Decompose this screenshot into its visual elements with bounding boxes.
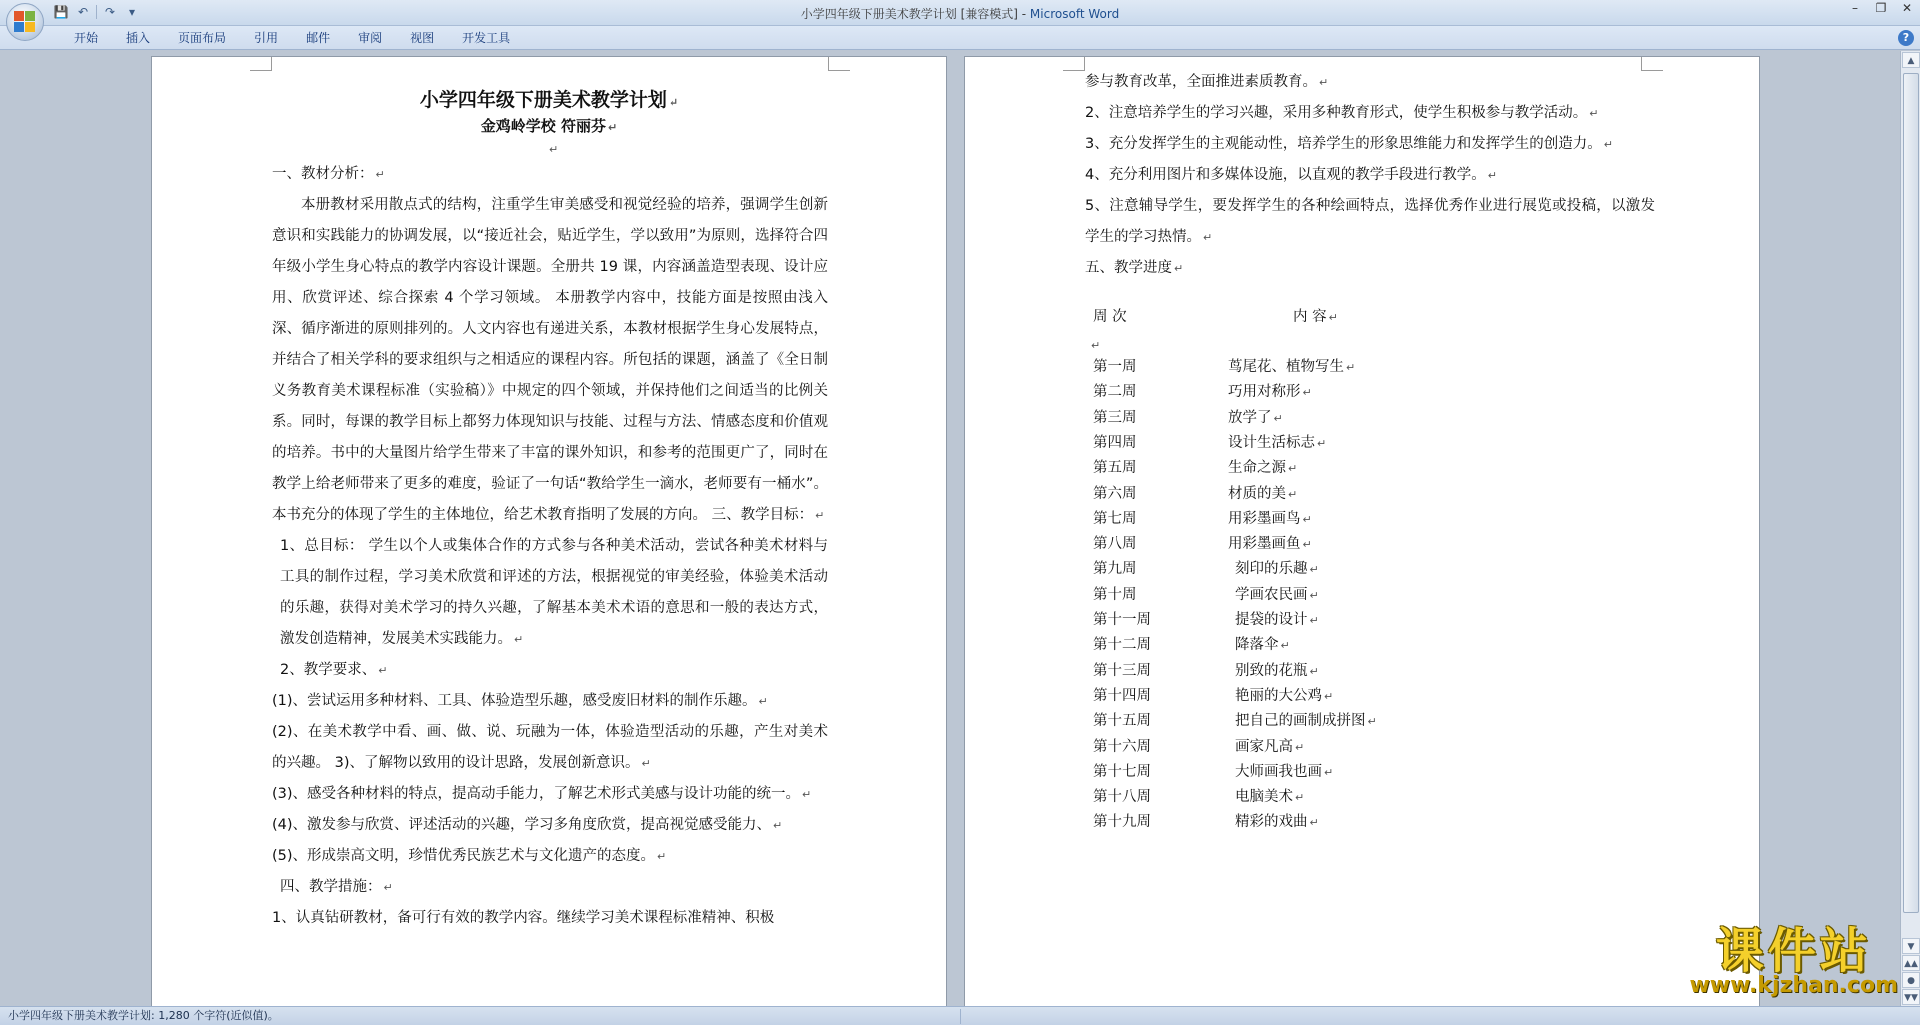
schedule-week: 第四周	[1093, 434, 1137, 451]
schedule-week: 第三周	[1093, 409, 1137, 426]
schedule-week: 第二周	[1093, 384, 1137, 401]
office-button[interactable]	[6, 3, 44, 41]
site-watermark	[1689, 925, 1898, 998]
tab-review[interactable]: 审阅	[358, 31, 383, 45]
document-title: 小学四年级下册美术教学计划 [兼容模式] -	[800, 7, 1030, 21]
scroll-thumb[interactable]	[1903, 73, 1919, 913]
paragraph-mark: ↵	[1295, 791, 1305, 805]
schedule-row	[1093, 532, 1613, 554]
schedule-content-text: 巧用对称形	[1228, 384, 1301, 401]
schedule-content	[1228, 355, 1355, 376]
schedule-content-text: 艳丽的大公鸡	[1235, 687, 1322, 704]
paragraph-mark: ↵	[1309, 614, 1319, 627]
schedule-content-text: 用彩墨画鸟	[1228, 510, 1301, 527]
schedule-content	[1235, 760, 1333, 781]
schedule-row	[1093, 557, 1613, 579]
tab-page-layout[interactable]: 页面布局	[178, 31, 227, 45]
schedule-row	[1093, 355, 1613, 377]
body-paragraph: 5、注意辅导学生，要发挥学生的各种绘画特点，选择优秀作业进行展览或投稿，以激发学生的学习热情。 ↵	[1085, 198, 1655, 245]
tab-mailings[interactable]: 邮件	[306, 31, 331, 45]
window-controls	[1842, 0, 1920, 18]
office-logo-icon	[14, 11, 36, 33]
schedule-content-text: 别致的花瓶	[1235, 662, 1308, 679]
paragraph-mark: ↵	[1288, 487, 1298, 501]
paragraph-mark: ↵	[1309, 816, 1319, 830]
body-paragraph: (5)、形成崇高文明，珍惜优秀民族艺术与文化遗产的态度。 ↵	[272, 848, 667, 864]
body-paragraph: 2、教学要求、 ↵	[280, 662, 388, 678]
paragraph-mark: ↵	[1273, 411, 1283, 425]
schedule-week: 第十一周	[1093, 612, 1151, 628]
document-author: 金鸡岭学校 符丽芬 ↵	[480, 117, 618, 135]
schedule-week: 第十六周	[1093, 738, 1151, 755]
schedule-week: 第十三周	[1093, 662, 1151, 679]
paragraph-mark: ↵	[1295, 740, 1305, 754]
tab-home[interactable]: 开始	[74, 31, 99, 45]
document-heading: 小学四年级下册美术教学计划 ↵	[419, 89, 679, 111]
close-button[interactable]: ✕	[1901, 1, 1913, 15]
schedule-row	[1093, 482, 1613, 504]
scroll-bottom-controls	[1901, 937, 1920, 1006]
help-icon[interactable]: ?	[1898, 30, 1914, 46]
paragraph-mark: ↵	[1309, 563, 1319, 577]
schedule-row	[1093, 810, 1613, 832]
body-paragraph: 参与教育改革，全面推进素质教育。 ↵	[1085, 74, 1329, 90]
previous-page-button[interactable]: ▲▲	[1902, 955, 1920, 971]
title-bar	[0, 0, 1920, 26]
margin-corner-mark	[250, 57, 272, 71]
schedule-week: 第十七周	[1093, 763, 1151, 780]
paragraph-mark: ↵	[1280, 639, 1290, 653]
tab-references[interactable]: 引用	[254, 31, 279, 45]
schedule-week: 第八周	[1093, 536, 1137, 553]
tab-view[interactable]: 视图	[410, 31, 435, 45]
statusbar-divider	[960, 1009, 961, 1024]
schedule-content	[1235, 583, 1319, 604]
ribbon-tabs	[60, 30, 524, 46]
schedule-content-text: 把自己的画制成拼图	[1235, 713, 1366, 730]
schedule-week: 第十五周	[1093, 713, 1151, 730]
schedule-week: 第一周	[1093, 359, 1137, 375]
schedule-content	[1235, 557, 1319, 578]
schedule-week: 第九周	[1093, 561, 1137, 578]
paragraph-mark: ↵	[1302, 538, 1312, 552]
schedule-content-text: 生命之源	[1228, 460, 1286, 477]
next-page-button[interactable]: ▼▼	[1902, 989, 1920, 1005]
section-heading: 四、教学措施： ↵	[280, 879, 393, 895]
schedule-row	[1093, 659, 1613, 681]
tab-insert[interactable]: 插入	[126, 31, 151, 45]
paragraph-mark: ↵	[1317, 436, 1327, 450]
schedule-content-text: 精彩的戏曲	[1235, 814, 1308, 831]
schedule-content-text: 设计生活标志	[1228, 434, 1315, 451]
select-browse-object-button[interactable]: ●	[1902, 972, 1920, 988]
right-page-body	[1085, 67, 1655, 284]
schedule-content-text: 茑尾花、植物写生	[1228, 359, 1344, 375]
body-paragraph: (3)、感受各种材料的特点，提高动手能力，了解艺术形式美感与设计功能的统一。 ↵	[272, 786, 812, 802]
margin-corner-mark	[828, 57, 850, 71]
vertical-scrollbar[interactable]	[1900, 51, 1920, 1006]
schedule-content-text: 画家凡高	[1235, 738, 1293, 755]
schedule-row	[1093, 456, 1613, 478]
schedule-row	[1093, 583, 1613, 605]
schedule-week: 第六周	[1093, 485, 1137, 502]
paragraph-mark: ↵	[1302, 512, 1312, 526]
schedule-week: 第十周	[1093, 586, 1137, 603]
schedule-content	[1228, 456, 1297, 477]
body-paragraph: (4)、激发参与欣赏、评述活动的兴趣，学习多角度欣赏，提高视觉感受能力、 ↵	[272, 817, 783, 833]
schedule-row	[1093, 431, 1613, 453]
schedule-content-text: 刻印的乐趣	[1235, 561, 1308, 578]
schedule-content	[1228, 507, 1312, 528]
window-title	[0, 5, 1920, 22]
schedule-week: 第十二周	[1093, 637, 1151, 654]
document-page-right[interactable]	[964, 56, 1760, 1006]
schedule-row	[1093, 633, 1613, 655]
customize-qat-icon[interactable]: ▾	[128, 5, 136, 19]
schedule-content	[1235, 735, 1304, 756]
save-icon[interactable]: 💾	[53, 5, 69, 19]
schedule-week: 第十九周	[1093, 814, 1151, 831]
document-page-left[interactable]	[151, 56, 947, 1006]
paragraph-mark: ↵	[1302, 386, 1312, 400]
schedule-header-content: 内 容 ↵	[1293, 309, 1338, 325]
schedule-content-text: 学画农民画	[1235, 586, 1308, 603]
schedule-week: 第十四周	[1093, 687, 1151, 704]
document-workspace	[0, 51, 1900, 1006]
schedule-row	[1093, 684, 1613, 706]
scroll-up-button[interactable]: ▲	[1902, 52, 1920, 68]
schedule-content	[1228, 380, 1312, 401]
schedule-content-text: 放学了	[1228, 409, 1272, 426]
schedule-row	[1093, 608, 1613, 630]
schedule-header	[1093, 305, 1613, 327]
schedule-row	[1093, 785, 1613, 807]
schedule-content-text: 材质的美	[1228, 485, 1286, 502]
schedule-content	[1235, 684, 1333, 705]
paragraph-mark: ↵	[1367, 715, 1377, 729]
schedule-row	[1093, 406, 1613, 428]
redo-icon[interactable]: ↷	[104, 5, 116, 19]
tab-developer[interactable]: 开发工具	[462, 31, 511, 45]
schedule-header-week: 周 次	[1093, 309, 1127, 325]
watermark-url: www.kjzhan.com	[1689, 973, 1898, 998]
watermark-logo-text: 课件站	[1715, 923, 1872, 979]
margin-corner-mark	[1063, 57, 1085, 71]
schedule-content	[1228, 532, 1312, 553]
body-paragraph: 1、总目标： 学生以个人或集体合作的方式参与各种美术活动，尝试各种美术材料与工具的制作过程，学习美术欣赏和评述的方法，根据视觉的审美经验，体验美术活动的乐趣，获得对美术学习的持久兴趣，了解基本美术术语的意思和一般的表达方式，激发创造精神，发展美术实践能力。 ↵	[280, 538, 828, 647]
schedule-row	[1093, 709, 1613, 731]
schedule-week: 第十八周	[1093, 789, 1151, 806]
schedule-content	[1235, 709, 1377, 730]
empty-paragraph: ↵	[549, 143, 559, 156]
schedule-content	[1235, 659, 1319, 680]
schedule-row	[1093, 760, 1613, 782]
schedule-row	[1093, 735, 1613, 757]
body-paragraph: (2)、在美术教学中看、画、做、说、玩融为一体，体验造型活动的乐趣，产生对美术的兴趣。 3)、了解物以致用的设计思路，发展创新意识。 ↵	[272, 724, 828, 771]
body-paragraph: 3、充分发挥学生的主观能动性，培养学生的形象思维能力和发挥学生的创造力。 ↵	[1085, 136, 1613, 152]
schedule-content	[1235, 785, 1304, 806]
schedule-week: 第五周	[1093, 460, 1137, 477]
schedule-content-text: 降落伞	[1235, 637, 1279, 654]
body-paragraph: (1)、尝试运用多种材料、工具、体验造型乐趣，感受废旧材料的制作乐趣。 ↵	[272, 693, 768, 709]
body-paragraph: 4、充分利用图片和多媒体设施，以直观的教学手段进行教学。 ↵	[1085, 167, 1497, 183]
schedule-content	[1228, 431, 1326, 452]
schedule-content	[1228, 482, 1297, 503]
paragraph-mark: ↵	[1309, 588, 1319, 602]
paragraph-mark: ↵	[1346, 361, 1356, 374]
schedule-content-text: 用彩墨画鱼	[1228, 536, 1301, 553]
paragraph-mark: ↵	[1309, 664, 1319, 678]
schedule-content	[1235, 810, 1319, 831]
paragraph-mark: ↵	[1288, 462, 1298, 476]
schedule-content-text: 提袋的设计	[1235, 612, 1308, 628]
scroll-down-button[interactable]: ▼	[1902, 938, 1920, 954]
body-paragraph: 2、注意培养学生的学习兴趣，采用多种教育形式，使学生积极参与教学活动。 ↵	[1085, 105, 1599, 121]
word-count-status[interactable]: 小学四年级下册美术教学计划: 1,280 个字符(近似值)。	[8, 1009, 279, 1022]
undo-icon[interactable]: ↶	[77, 5, 89, 19]
schedule-content	[1235, 608, 1319, 629]
paragraph-mark: ↵	[1324, 689, 1334, 703]
schedule-content-text: 大师画我也画	[1235, 763, 1322, 780]
status-bar	[0, 1006, 1920, 1025]
schedule-row	[1093, 380, 1613, 402]
app-name: Microsoft Word	[1029, 7, 1120, 21]
schedule-row	[1093, 507, 1613, 529]
restore-button[interactable]: ❐	[1875, 1, 1887, 15]
section-heading: 一、教材分析： ↵	[272, 166, 385, 182]
ribbon-tabs-bar	[0, 26, 1920, 50]
minimize-button[interactable]: –	[1852, 1, 1858, 15]
paragraph-mark: ↵	[1324, 765, 1334, 779]
left-page-body	[272, 159, 828, 934]
schedule-content	[1235, 633, 1290, 654]
body-paragraph: 1、认真钻研教材，备可行有效的教学内容。继续学习美术课程标准精神、积极	[272, 910, 775, 926]
section-heading: 五、教学进度 ↵	[1085, 260, 1184, 276]
schedule-content-text: 电脑美术	[1235, 789, 1293, 806]
schedule-week: 第七周	[1093, 510, 1137, 527]
empty-paragraph: ↵	[1091, 339, 1101, 352]
body-paragraph: 本册教材采用散点式的结构，注重学生审美感受和视觉经验的培养，强调学生创新意识和实践能力的协调发展，以“接近社会，贴近学生，学以致用”为原则，选择符合四年级小学生身心特点的教学内容设计课题。全册共 19 课，内容涵盖造型表现、设计应用、欣赏评述、综合探索 4 个学习领域。 本册教学内容中，技能方面是按照由浅入深、循序渐进的原则排列的。人文内容也有递进关系，本教材根据学生身心发展特点，并结合了相关学科的要求组织与之相适应的课程内容。所包括的课题，涵盖了《全日制义务教育美术课程标准（实验稿）》中规定的四个领域，并保持他们之间适当的比例关系。同时，每课的教学目标上都努力体现知识与技能、过程与方法、情感态度和价值观的培养。书中的大量图片给学生带来了丰富的课外知识，和参考的范围更广了，同时在教学上给老师带来了更多的难度，验证了一句话“教给学生一滴水，老师要有一桶水”。本书充分的体现了学生的主体地位，给艺术教育指明了发展的方向。 三、教学目标： ↵	[272, 197, 828, 523]
schedule-content	[1228, 406, 1283, 427]
